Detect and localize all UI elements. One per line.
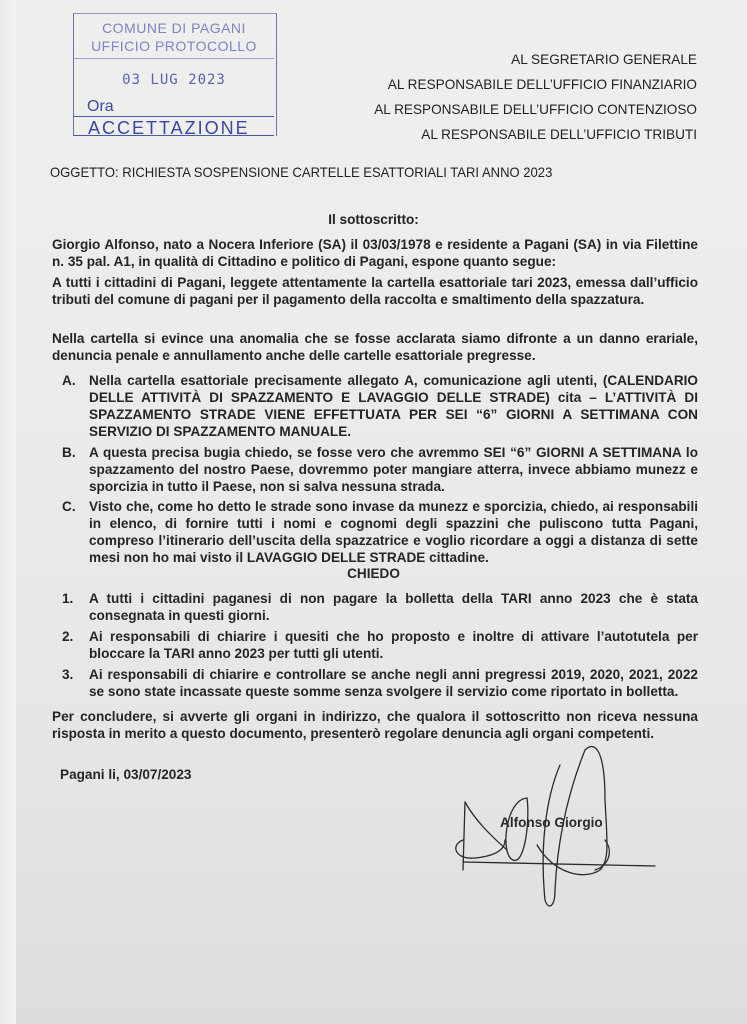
- signature-stroke: [463, 802, 465, 870]
- recipient: AL RESPONSABILE DELL’UFFICIO FINANZIARIO: [387, 77, 697, 92]
- paragraph-appeal: A tutti i cittadini di Pagani, leggete attentamente la cartella esattoriale tari 2023, emessa dall’ufficio tributi del comune di pagani per il pagamento della raccolta e smaltimento della spazzatura.: [52, 275, 698, 307]
- paragraph-identity: Giorgio Alfonso, nato a Nocera Inferiore (SA) il 03/03/1978 e residente a Pagani (SA) in via Filettine n. 35 pal. A1, in qualità di Cittadino e politico di Pagani, espone quanto segue:: [52, 237, 698, 269]
- list-marker: 3.: [62, 667, 74, 682]
- page-edge: [0, 0, 16, 1024]
- stamp-ora-label: Ora: [87, 98, 114, 115]
- stamp-acceptance: ACCETTAZIONE: [88, 118, 250, 138]
- stamp-office: UFFICIO PROTOCOLLO: [91, 38, 257, 54]
- list-marker: A.: [62, 373, 76, 388]
- protocol-stamp: [73, 13, 277, 136]
- signature-scribble: [445, 740, 675, 920]
- list-marker: C.: [62, 499, 76, 514]
- list-text: Nella cartella esattoriale precisamente allegato A, comunicazione agli utenti, (CALENDARIO DELLE ATTIVITÀ DI SPAZZAMENTO E LAVAGGIO DELLE STRADE) cita – L’ATTIVITÀ DI SPAZZAMENTO STRADE VIENE EFFETTUATA PER SEI “6” GIORNI A SETTIMANA CON SERVIZIO DI SPAZZAMENTO MANUALE.: [89, 373, 698, 439]
- list-text: Ai responsabili di chiarire i quesiti che ho proposto e inoltre di attivare l’autotutela per bloccare la TARI anno 2023 per tutti gli utenti.: [89, 629, 698, 661]
- list-text: Visto che, come ho detto le strade sono invase da munezz e sporcizia, chiedo, ai responsabili in elenco, di fornire tutti i nomi e cognomi degli spazzini che puliscono tutta Pagani, compreso l’itinerario dell’uscita della spazzatrice e voglio ricordare a oggi a distanza di sette mesi non ho mai visto il LAVAGGIO DELLE STRADE cittadine.: [89, 499, 698, 565]
- list-text: Ai responsabili di chiarire e controllare se anche negli anni pregressi 2019, 2020, 2021, 2022 se sono state incassate queste somme senza svolgere il servizio come riportato in bolletta.: [89, 667, 698, 699]
- stamp-divider: [74, 58, 274, 59]
- list-marker: 1.: [62, 591, 74, 606]
- paragraph-anomaly: Nella cartella si evince una anomalia che se fosse acclarata siamo difronte a un danno erariale, denuncia penale e annullamento anche delle cartelle esattoriale pregresse.: [52, 331, 698, 363]
- request-item: [62, 590, 698, 624]
- list-item: [62, 372, 698, 440]
- stamp-divider: [74, 116, 274, 117]
- list-marker: B.: [62, 445, 76, 460]
- recipient: AL SEGRETARIO GENERALE: [511, 52, 697, 67]
- stamp-date: 03 LUG 2023: [122, 72, 226, 88]
- stamp-divider: [74, 135, 274, 136]
- recipient: AL RESPONSABILE DELL’UFFICIO TRIBUTI: [421, 127, 697, 142]
- list-item: [62, 444, 698, 495]
- recipients-block: [374, 47, 697, 147]
- list-item: [62, 498, 698, 566]
- list-marker: 2.: [62, 629, 74, 644]
- signature-stroke: [463, 862, 655, 866]
- list-text: A questa precisa bugia chiedo, se fosse vero che avremmo SEI “6” GIORNI A SETTIMANA lo spazzamento del nostro Paese, dovremmo poter mangiare atterra, invece abbiamo munezz e sporcizia in tutto il Paese, non si salva nessuna strada.: [89, 445, 698, 494]
- request-item: [62, 666, 698, 700]
- list-text: A tutti i cittadini paganesi di non pagare la bolletta della TARI anno 2023 che è stata consegnata in questi giorni.: [89, 591, 698, 623]
- requests-heading: CHIEDO: [347, 566, 400, 581]
- paragraph-conclusion: Per concludere, si avverte gli organi in indirizzo, che qualora il sottoscritto non riceva nessuna risposta in merito a questo documento, presenterò regolare denuncia agli organi competenti.: [52, 709, 698, 741]
- recipient: AL RESPONSABILE DELL’UFFICIO CONTENZIOSO: [374, 102, 697, 117]
- stamp-municipality: COMUNE DI PAGANI: [102, 20, 246, 36]
- subject-line: OGGETTO: RICHIESTA SOSPENSIONE CARTELLE ESATTORIALI TARI ANNO 2023: [50, 165, 553, 180]
- signer-name: Alfonso Giorgio: [500, 815, 603, 830]
- request-item: [62, 628, 698, 662]
- intro-heading: Il sottoscritto:: [328, 212, 419, 227]
- place-date: Pagani li, 03/07/2023: [60, 767, 192, 782]
